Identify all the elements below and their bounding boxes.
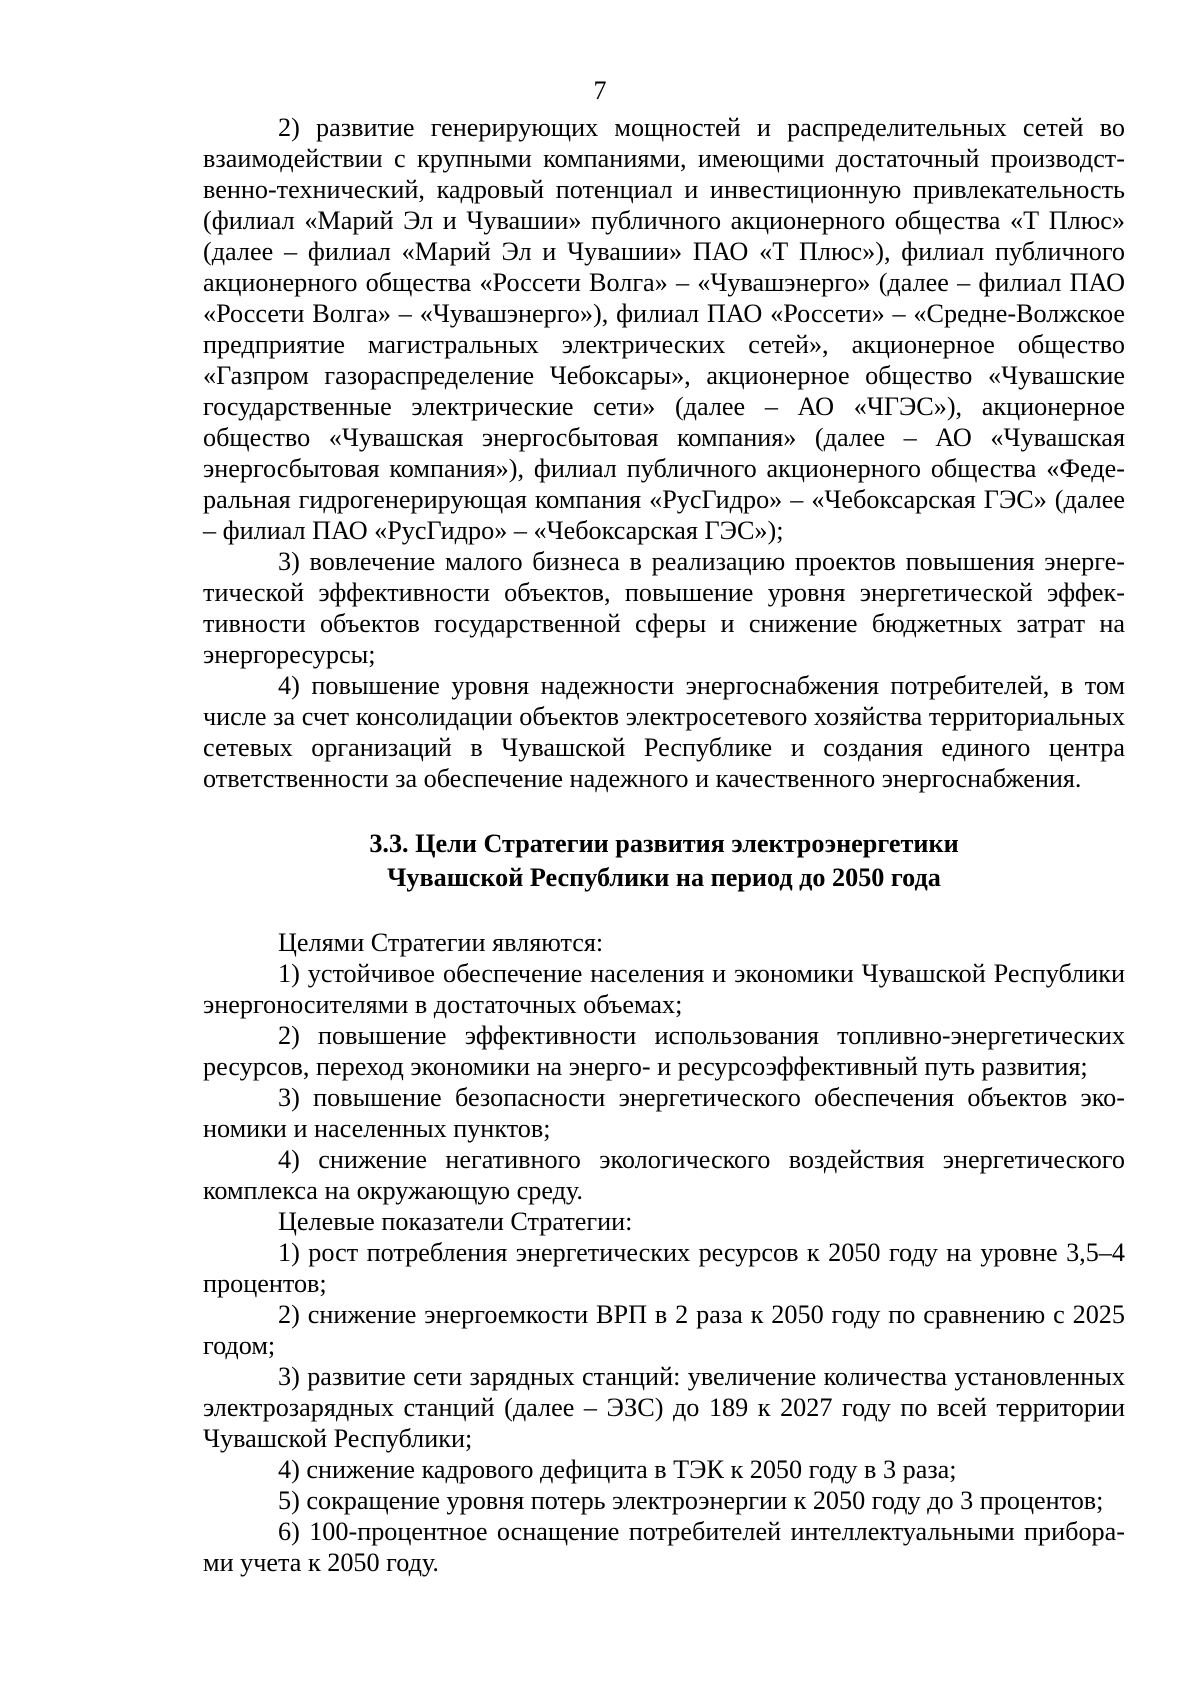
paragraph-item-2-generation: 2) развитие генерирующих мощностей и распределительных сетей во взаимодействии с крупными компаниями, имеющими достаточный производственно-технический, кадровый потенциал и инвестиционную привлекательность (филиал «Марий Эл и Чувашии» публичного акционерного общества «Т Плюс» (далее – филиал «Марий Эл и Чувашии» ПАО «Т Плюс»), филиал публичного акционерного общества «Россети Волга» – «Чувашэнерго» (далее – филиал ПАО «Россети Волга» – «Чувашэнерго»), филиал ПАО «Россети» – «Средне-Волжское предприятие магистральных электрических сетей», акционерное общество «Газпром газораспределение Чебоксары», акционерное общество «Чувашские государственные электрические сети» (далее – АО «ЧГЭС»), акционерное общество «Чувашская энергосбытовая компания» (далее – АО «Чувашская энергосбытовая компания»), филиал публичного акционерного общества «Федеральная гидрогенерирующая компания «РусГидро» – «Чебоксарская ГЭС» (далее – филиал ПАО «РусГидро» – «Чебоксарская ГЭС»); <box>203 113 1125 545</box>
section-heading <box>203 827 1125 895</box>
page-number: 7 <box>593 76 607 105</box>
goal-item-3: 3) повышение безопасности энергетического обеспечения объектов экономики и населенных пунктов; <box>203 1083 1125 1143</box>
indicator-item-4: 4) снижение кадрового дефицита в ТЭК к 2050 году в 3 раза; <box>278 1455 957 1484</box>
indicator-item-2: 2) снижение энергоемкости ВРП в 2 раза к 2050 году по сравнению с 2025 годом; <box>203 1300 1125 1360</box>
section-heading-line-1: 3.3. Цели Стратегии развития электроэнергетики <box>369 829 959 858</box>
indicator-item-6: 6) 100-процентное оснащение потребителей интеллектуальными приборами учета к 2050 году. <box>203 1517 1125 1577</box>
goal-item-2: 2) повышение эффективности использования топливно-энергетических ресурсов, переход экономики на энерго- и ресурсоэффективный путь развития; <box>203 1021 1125 1081</box>
section-heading-line-2: Чувашской Республики на период до 2050 года <box>387 863 941 892</box>
indicator-item-1: 1) рост потребления энергетических ресурсов к 2050 году на уровне 3,5–4 процентов; <box>203 1238 1125 1298</box>
goal-item-1: 1) устойчивое обеспечение населения и экономики Чувашской Республики энергоносителями в достаточных объемах; <box>203 959 1125 1019</box>
indicators-intro: Целевые показатели Стратегии: <box>278 1207 633 1236</box>
paragraph-item-3-small-business: 3) вовлечение малого бизнеса в реализацию проектов повышения энергетической эффективности объектов, повышение уровня энергетической эффективности объектов государственной сферы и снижение бюджетных затрат на энергоресурсы; <box>203 547 1125 669</box>
indicator-item-5: 5) сокращение уровня потерь электроэнергии к 2050 году до 3 процентов; <box>278 1486 1104 1515</box>
paragraph-item-4-reliability: 4) повышение уровня надежности энергоснабжения потребителей, в том числе за счет консолидации объектов электросетевого хозяйства территориальных сетевых организаций в Чувашской Республике и создания единого центра ответственности за обеспечение надежного и качественного энергоснабжения. <box>203 671 1125 793</box>
goal-item-4: 4) снижение негативного экологического воздействия энергетического комплекса на окружающую среду. <box>203 1145 1125 1205</box>
goals-intro: Целями Стратегии являются: <box>278 928 604 957</box>
document-body <box>203 112 1125 1578</box>
indicator-item-3: 3) развитие сети зарядных станций: увеличение количества установленных электрозарядных станций (далее – ЭЗС) до 189 к 2027 году по всей территории Чувашской Республики; <box>203 1362 1125 1453</box>
